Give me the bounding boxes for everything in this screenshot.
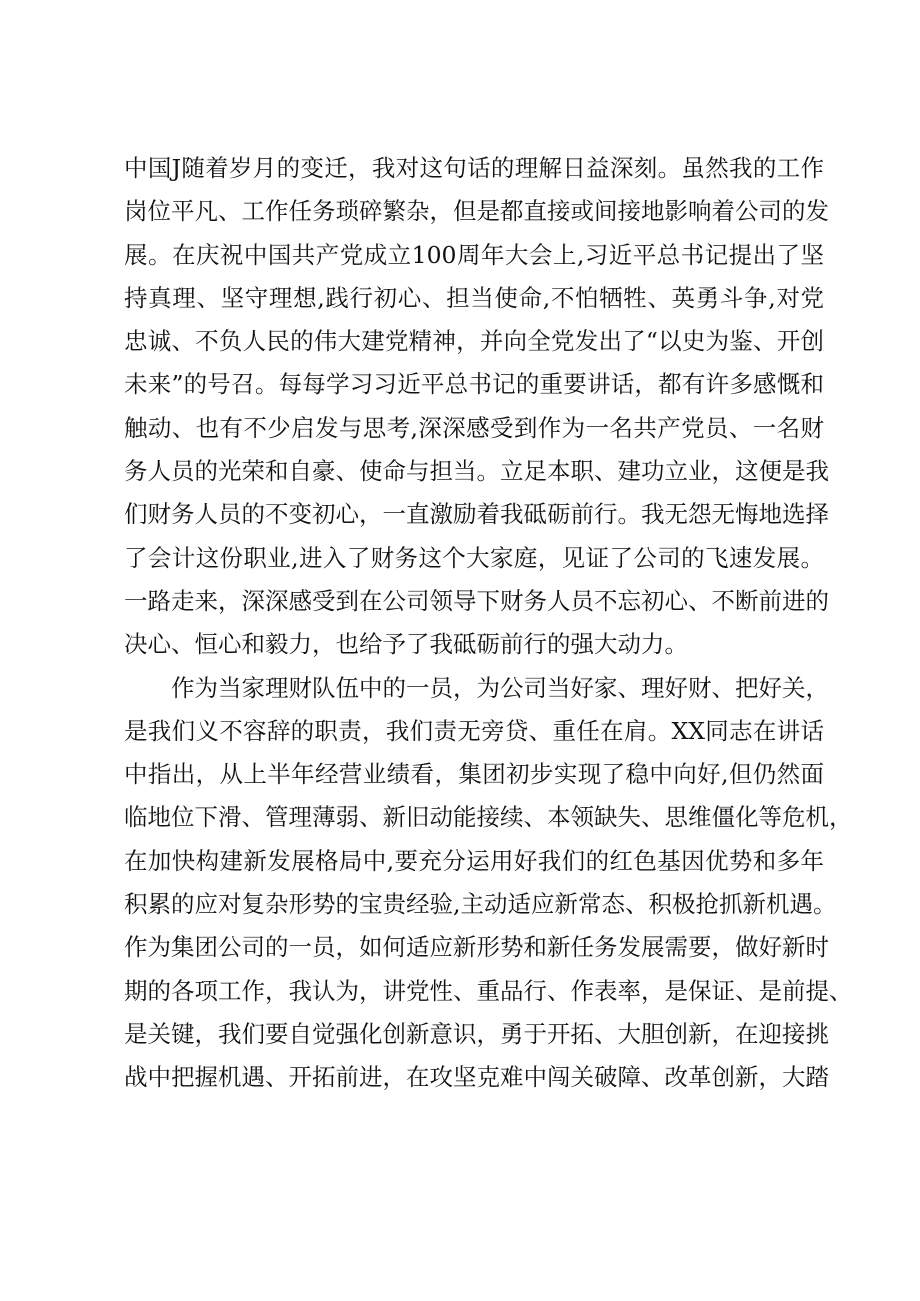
text-line: 务人员的光荣和自豪、使命与担当。立足本职、建功立业，这便是我 (124, 457, 829, 486)
text-line: 一路走来，深深感受到在公司领导下财务人员不忘初心、不断前进的 (124, 586, 829, 615)
body-text (124, 147, 853, 1100)
text-line: 了会计这份职业,进入了财务这个大家庭，见证了公司的飞速发展。 (124, 543, 824, 572)
text-line: 们财务人员的不变初心，一直激励着我砥砺前行。我无怨无悔地选择 (124, 500, 829, 529)
text-line: 未来”的号召。每每学习习近平总书记的重要讲话，都有许多感慨和 (124, 370, 824, 399)
text-line: 岗位平凡、工作任务琐碎繁杂，但是都直接或间接地影响着公司的发 (124, 197, 829, 226)
text-line: 展。在庆祝中国共产党成立100周年大会上,习近平总书记提出了坚 (124, 240, 824, 269)
text-line: 触动、也有不少启发与思考,深深感受到作为一名共产党员、一名财 (124, 413, 824, 442)
text-line: 积累的应对复杂形势的宝贵经验,主动适应新常态、积极抢抓新机遇。 (124, 890, 837, 919)
text-line: 忠诚、不负人民的伟大建党精神，并向全党发出了“以史为鉴、开创 (124, 327, 824, 356)
text-line: 作为集团公司的一员，如何适应新形势和新任务发展需要，做好新时 (124, 933, 829, 962)
text-line-paragraph-start: 作为当家理财队伍中的一员，为公司当好家、理好财、把好关， (124, 673, 829, 702)
text-line: 是关键，我们要自觉强化创新意识，勇于开拓、大胆创新，在迎接挑 (124, 1019, 829, 1048)
text-line: 战中把握机遇、开拓前进，在攻坚克难中闯关破障、改革创新，大踏 (124, 1063, 829, 1092)
text-line-paragraph-end: 决心、恒心和毅力，也给予了我砥砺前行的强大动力。 (124, 630, 688, 659)
text-line: 中指出，从上半年经营业绩看，集团初步实现了稳中向好,但仍然面 (124, 760, 824, 789)
text-line: 持真理、坚守理想,践行初心、担当使命,不怕牺牲、英勇斗争,对党 (124, 283, 824, 312)
text-line: 中国J随着岁月的变迁，我对这句话的理解日益深刻。虽然我的工作 (124, 154, 824, 182)
text-line: 临地位下滑、管理薄弱、新旧动能接续、本领缺失、思维僵化等危机， (124, 803, 853, 832)
text-line: 期的各项工作，我认为，讲党性、重品行、作表率，是保证、是前提、 (124, 976, 853, 1005)
text-line: 是我们义不容辞的职责，我们责无旁贷、重任在肩。XX同志在讲话 (124, 716, 824, 745)
text-line: 在加快构建新发展格局中,要充分运用好我们的红色基因优势和多年 (124, 846, 824, 875)
